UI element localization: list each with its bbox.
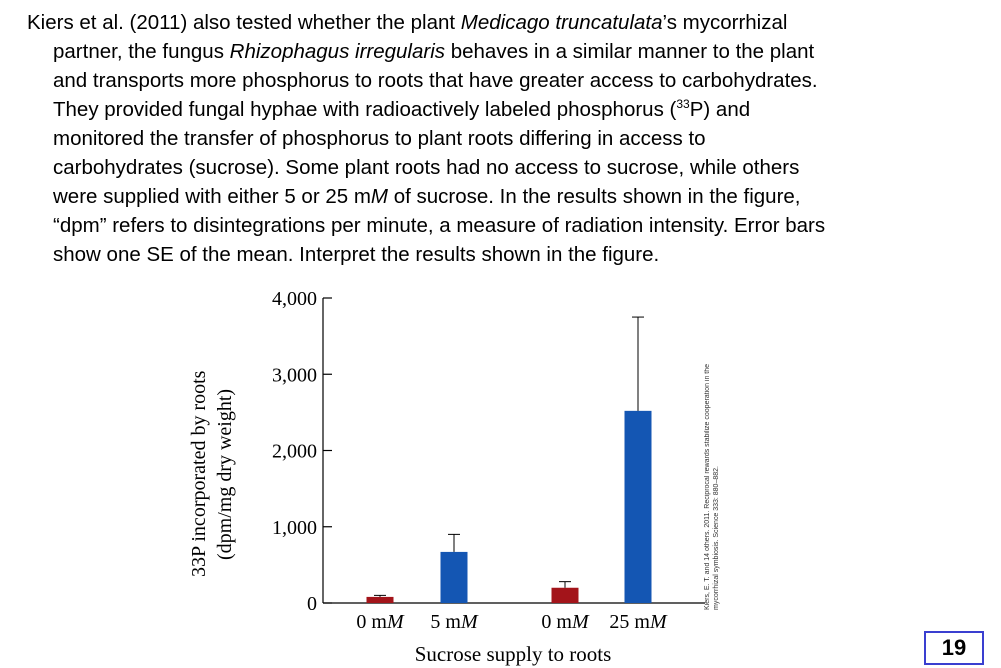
paragraph-line-6: carbohydrates (sucrose). Some plant roots had no access to sucrose, while others bbox=[53, 156, 800, 179]
text-run: Kiers et al. (2011) also tested whether the plant bbox=[27, 11, 461, 34]
text-run: of sucrose. In the results shown in the figure, bbox=[388, 185, 801, 208]
paragraph-line-3: and transports more phosphorus to roots that have greater access to carbohydrates. bbox=[53, 69, 818, 92]
credit-line-1: Kiers, E. T. and 14 others. 2011. Reciprocal rewards stabilize cooperation in the bbox=[704, 363, 711, 610]
credit-line-2: mycorrhizal symbiosis. Science 333: 880–882. bbox=[713, 466, 720, 610]
bar bbox=[625, 411, 652, 603]
x-tick-label: 25 mM bbox=[609, 611, 667, 633]
page-number: 19 bbox=[924, 631, 984, 665]
paragraph-line-8: “dpm” refers to disintegrations per minute, a measure of radiation intensity. Error bars bbox=[53, 214, 826, 237]
text-run: ’s mycorrhizal bbox=[662, 11, 788, 34]
text-run: behaves in a similar manner to the plant bbox=[445, 40, 815, 63]
y-tick-label: 4,000 bbox=[272, 288, 317, 310]
x-tick-label: 0 mM bbox=[356, 611, 404, 633]
text-run: They provided fungal hyphae with radioactively labeled phosphorus ( bbox=[53, 98, 677, 121]
text-run: P) and bbox=[689, 98, 751, 121]
paragraph-line-9: show one SE of the mean. Interpret the results shown in the figure. bbox=[53, 243, 660, 266]
y-tick-label: 2,000 bbox=[272, 440, 317, 463]
x-tick-label: 5 mM bbox=[430, 611, 478, 633]
species-name: Rhizophagus irregularis bbox=[229, 40, 446, 63]
bar bbox=[552, 588, 579, 603]
y-tick-label: 1,000 bbox=[272, 516, 317, 539]
y-axis-label-line-1: 33P incorporated by roots bbox=[188, 370, 210, 578]
isotope-superscript: 33 bbox=[676, 97, 690, 112]
y-tick-label: 0 bbox=[307, 593, 317, 615]
source-credit bbox=[703, 350, 733, 610]
text-run: partner, the fungus bbox=[53, 40, 230, 63]
paragraph-line-5: monitored the transfer of phosphorus to plant roots differing in access to bbox=[53, 127, 706, 150]
y-axis-label-line-2: (dpm/mg dry weight) bbox=[214, 388, 236, 560]
bar bbox=[441, 552, 468, 603]
text-run: were supplied with either 5 or 25 m bbox=[53, 185, 371, 208]
y-tick-label: 3,000 bbox=[272, 364, 317, 387]
unit-italic: M bbox=[370, 185, 388, 208]
x-tick-label: 0 mM bbox=[541, 611, 589, 633]
species-name: Medicago truncatulata bbox=[460, 11, 663, 34]
x-axis-title: Sucrose supply to roots bbox=[414, 642, 612, 666]
bar bbox=[367, 597, 394, 603]
